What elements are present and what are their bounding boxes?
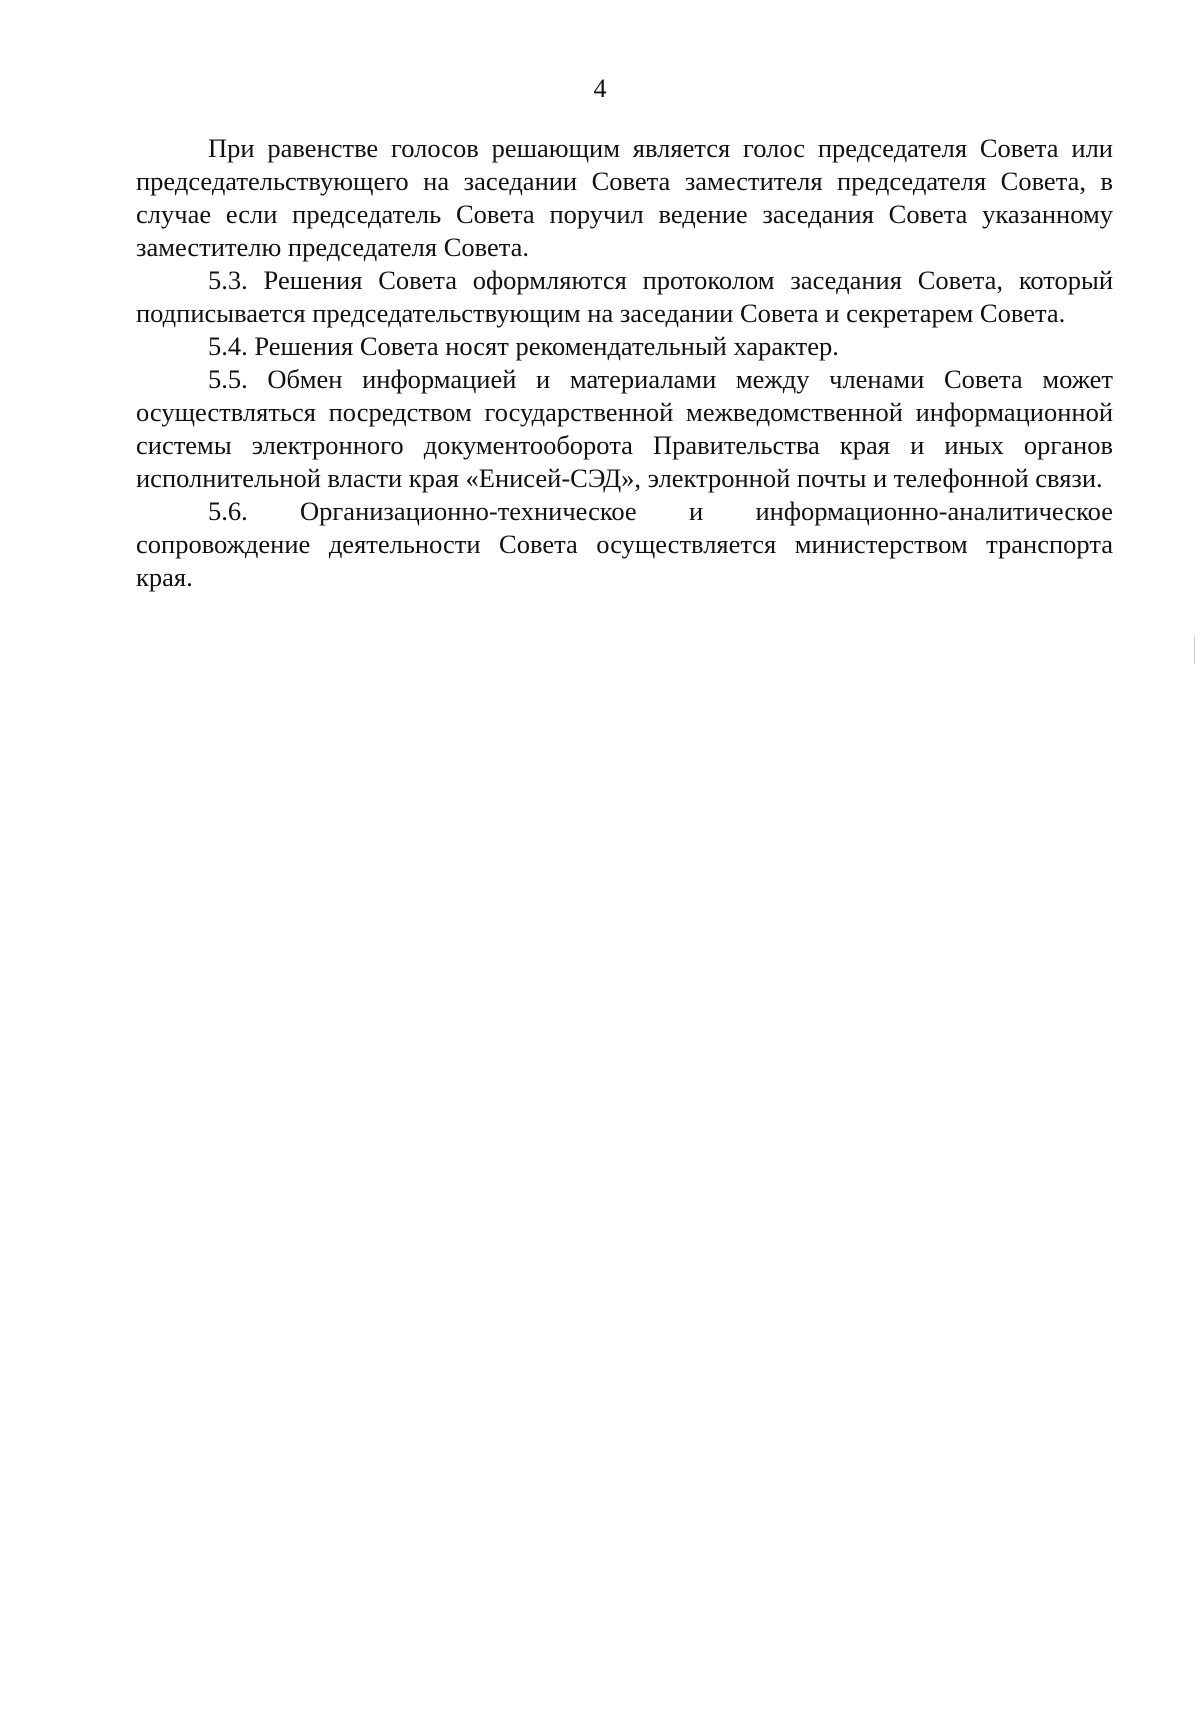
scan-edge-mark <box>1194 636 1199 664</box>
paragraph-voting-tie: При равенстве голосов решающим является голос председателя Совета или председательствующего на заседании Совета заместителя председателя Совета, в случае если председатель Совета поручил ведение заседания Совета указанному заместителю председателя Совета. <box>136 133 1113 262</box>
document-body <box>136 132 1113 594</box>
paragraph-5-5: 5.5. Обмен информацией и материалами между членами Совета может осуществляться посредством государственной межведомственной информационной системы электронного документооборота Правительства края и иных органов исполнительной власти края «Енисей-СЭД», электронной почты и телефонной связи. <box>136 364 1113 493</box>
paragraph-5-3: 5.3. Решения Совета оформляются протоколом заседания Совета, который подписывается председательствующим на заседании Совета и секретарем Совета. <box>136 265 1113 328</box>
paragraph-5-4: 5.4. Решения Совета носят рекомендательный характер. <box>208 331 839 361</box>
paragraph-5-6: 5.6. Организационно-техническое и информационно-аналитическое сопровождение деятельности Совета осуществляется министерством транспорта края. <box>136 496 1113 592</box>
page-number: 4 <box>593 74 607 103</box>
